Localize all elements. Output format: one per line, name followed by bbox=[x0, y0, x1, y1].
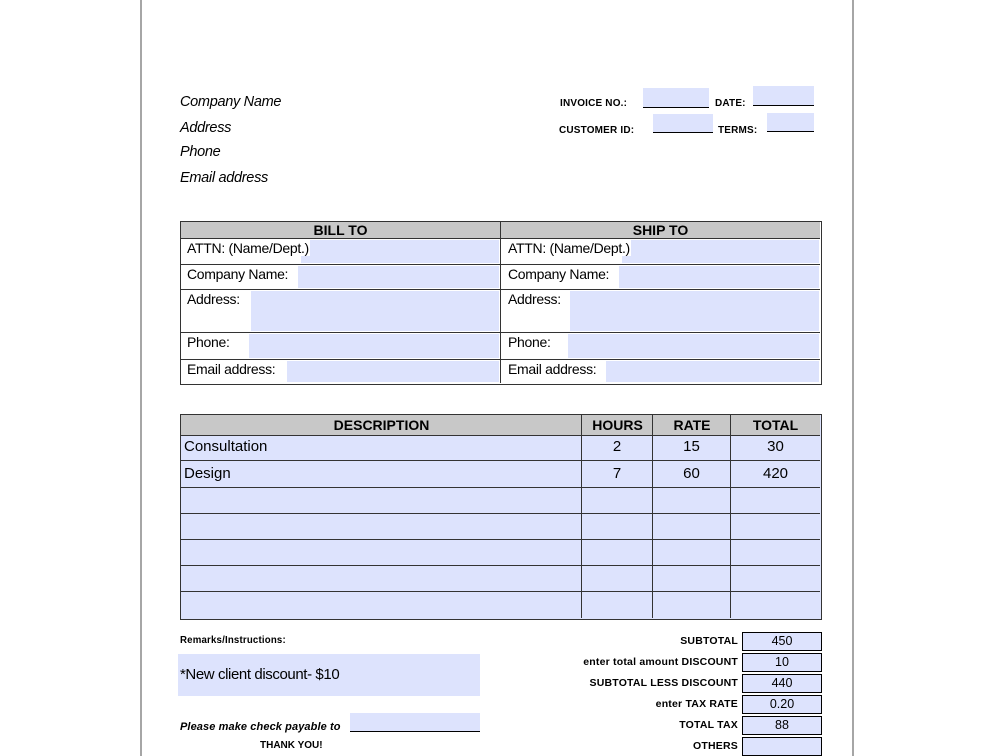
ship-address-field[interactable] bbox=[570, 291, 819, 331]
item-hours[interactable]: 2 bbox=[612, 438, 622, 455]
invoice-no-field[interactable] bbox=[643, 88, 709, 108]
remarks-label: Remarks/Instructions: bbox=[180, 634, 286, 646]
discount-input[interactable]: 10 bbox=[742, 653, 822, 672]
remarks-text: *New client discount- $10 bbox=[180, 666, 340, 683]
ship-email-label: Email address: bbox=[508, 361, 597, 377]
company-email: Email address bbox=[180, 170, 268, 186]
others-label: OTHERS bbox=[693, 740, 738, 752]
ship-attn-field[interactable] bbox=[622, 240, 819, 263]
col-rate-header: RATE bbox=[653, 415, 731, 435]
bill-address-field[interactable] bbox=[251, 291, 499, 331]
date-underline bbox=[753, 105, 814, 106]
total-tax-value: 88 bbox=[742, 716, 822, 735]
subtotal-label: SUBTOTAL bbox=[680, 635, 738, 647]
tax-rate-label: enter TAX RATE bbox=[655, 698, 738, 710]
company-phone: Phone bbox=[180, 144, 221, 160]
item-total: 420 bbox=[762, 465, 789, 482]
col-hours-header: HOURS bbox=[582, 415, 653, 435]
total-tax-label: TOTAL TAX bbox=[679, 719, 738, 731]
bill-email-label: Email address: bbox=[187, 361, 276, 377]
bill-phone-field[interactable] bbox=[249, 334, 499, 358]
subtotal-less-discount-value: 440 bbox=[742, 674, 822, 693]
bill-attn-label: ATTN: (Name/Dept.) bbox=[187, 240, 309, 256]
items-table bbox=[180, 414, 822, 620]
others-input[interactable] bbox=[742, 737, 822, 756]
bill-email-field[interactable] bbox=[287, 361, 499, 382]
ship-email-field[interactable] bbox=[606, 361, 819, 382]
bill-to-header: BILL TO bbox=[181, 222, 501, 239]
bill-address-label: Address: bbox=[187, 291, 240, 307]
company-name: Company Name bbox=[180, 94, 282, 110]
col-description-header: DESCRIPTION bbox=[181, 415, 582, 435]
bill-company-field[interactable] bbox=[298, 266, 499, 288]
invoice-no-underline bbox=[643, 107, 709, 108]
subtotal-value: 450 bbox=[742, 632, 822, 651]
payable-label: Please make check payable to bbox=[180, 721, 341, 733]
col-total-header: TOTAL bbox=[731, 415, 820, 435]
customer-id-field[interactable] bbox=[653, 114, 713, 133]
invoice-page bbox=[140, 0, 854, 756]
company-address: Address bbox=[180, 120, 232, 136]
ship-to-header: SHIP TO bbox=[501, 222, 820, 239]
discount-label: enter total amount DISCOUNT bbox=[583, 656, 738, 668]
bill-attn-field[interactable] bbox=[301, 240, 499, 263]
payable-field[interactable] bbox=[350, 713, 480, 732]
ship-company-label: Company Name: bbox=[508, 266, 610, 282]
ship-address-label: Address: bbox=[508, 291, 561, 307]
date-field[interactable] bbox=[753, 86, 814, 106]
terms-underline bbox=[767, 131, 814, 132]
subtotal-less-discount-label: SUBTOTAL LESS DISCOUNT bbox=[589, 677, 738, 689]
ship-phone-field[interactable] bbox=[568, 334, 819, 358]
terms-label: TERMS: bbox=[718, 124, 758, 136]
item-hours[interactable]: 7 bbox=[612, 465, 622, 482]
item-total: 30 bbox=[767, 438, 784, 455]
ship-phone-label: Phone: bbox=[508, 334, 551, 350]
invoice-no-label: INVOICE NO.: bbox=[560, 97, 628, 109]
bill-company-label: Company Name: bbox=[187, 266, 289, 282]
terms-field[interactable] bbox=[767, 113, 814, 132]
date-label: DATE: bbox=[715, 97, 746, 109]
address-table bbox=[180, 221, 822, 385]
customer-id-underline bbox=[653, 132, 713, 133]
ship-company-field[interactable] bbox=[619, 266, 819, 288]
item-description[interactable]: Design bbox=[184, 465, 231, 482]
customer-id-label: CUSTOMER ID: bbox=[559, 124, 635, 136]
item-rate[interactable]: 60 bbox=[683, 465, 700, 482]
thank-you-text: THANK YOU! bbox=[260, 740, 323, 751]
bill-phone-label: Phone: bbox=[187, 334, 230, 350]
tax-rate-input[interactable]: 0.20 bbox=[742, 695, 822, 714]
ship-attn-label: ATTN: (Name/Dept.) bbox=[508, 240, 630, 256]
item-description[interactable]: Consultation bbox=[184, 438, 268, 455]
item-rate[interactable]: 15 bbox=[683, 438, 700, 455]
payable-underline bbox=[350, 731, 480, 732]
